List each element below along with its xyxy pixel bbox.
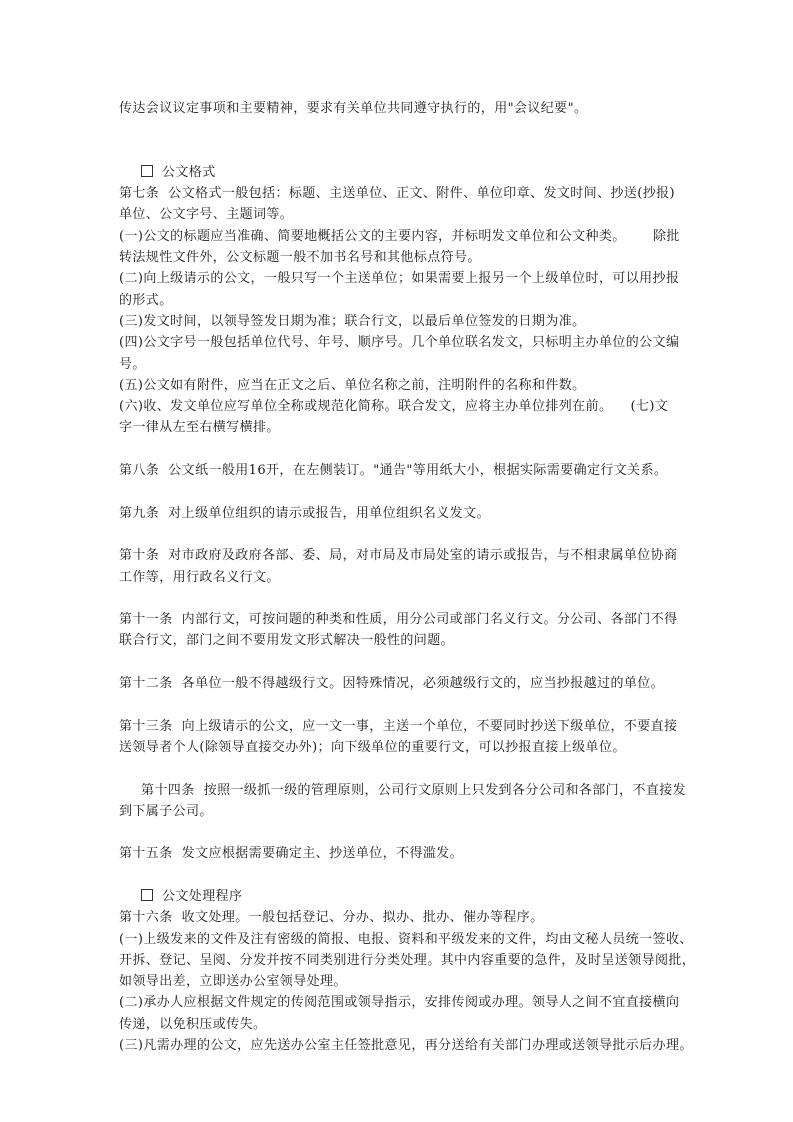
section-heading-process	[119, 886, 677, 907]
blank-line	[119, 865, 677, 886]
article-11-line: 第十一条 内部行文，可按问题的种类和性质，用分公司或部门名义行文。分公司、各部门不得	[119, 612, 678, 628]
checkbox-square-icon	[141, 889, 153, 901]
section-heading-text: 公文格式	[162, 164, 216, 180]
process-item-3-line: (三)凡需办理的公文，应先送办公室主任签批意见，再分送给有关部门办理或送领导批示后办理。	[119, 1038, 693, 1054]
article-7-line: 第七条 公文格式一般包括：标题、主送单位、正文、附件、单位印章、发文时间、抄送(抄报)	[119, 186, 676, 202]
blank-line	[119, 481, 677, 502]
blank-line	[119, 524, 677, 545]
blank-line	[119, 439, 677, 460]
article-15-line: 第十五条 发文应根据需要确定主、抄送单位，不得滥发。	[119, 846, 464, 862]
format-item-3-line: (三)发文时间，以领导签发日期为准；联合行文，以最后单位签发的日期为准。	[119, 313, 586, 329]
format-item-4-line: (四)公文字号一般包括单位代号、年号、顺序号。几个单位联名发文，只标明主办单位的公文编	[119, 335, 680, 351]
article-9-line: 第九条 对上级单位组织的请示或报告，用单位组织名义发文。	[119, 505, 490, 521]
section-heading-format	[119, 162, 677, 183]
article-16-line: 第十六条 收文处理。一般包括登记、分办、拟办、批办、催办等程序。	[119, 910, 544, 926]
article-8-line: 第八条 公文纸一般用16开，在左侧装订。"通告"等用纸大小，根据实际需要确定行文关系。	[119, 463, 668, 479]
article-7-line: 单位、公文字号、主题词等。	[119, 207, 294, 223]
process-item-2-line: (二)承办人应根据文件规定的传阅范围或领导指示，安排传阅或办理。领导人之间不宜直接横向	[119, 995, 680, 1011]
article-13-line: 第十三条 向上级请示的公文，应一文一事，主送一个单位，不要同时抄送下级单位，不要直接	[119, 718, 678, 734]
article-14-line: 到下属子公司。	[119, 803, 213, 819]
blank-line	[119, 652, 677, 673]
article-10-line: 第十条 对市政府及政府各部、委、局，对市局及市局处室的请示或报告，与不相隶属单位协商	[119, 548, 678, 564]
blank-line	[119, 822, 677, 843]
format-item-2-line: (二)向上级请示的公文，一般只写一个主送单位；如果需要上报另一个上级单位时，可以用抄报	[119, 271, 680, 287]
article-14-line: 第十四条 按照一级抓一级的管理原则，公司行文原则上只发到各分公司和各部门，不直接发	[141, 782, 687, 798]
format-item-1-line: 转法规性文件外，公文标题一般不加书名号和其他标点符号。	[119, 250, 481, 266]
format-item-6-line: (六)收、发文单位应写单位全称或规范化简称。联合发文，应将主办单位排列在前。 (七)文	[119, 399, 669, 415]
article-13-line: 送领导者个人(除领导直接交办外)；向下级单位的重要行文，可以抄报直接上级单位。	[119, 739, 626, 755]
process-item-1-line: 如领导出差，立即送办公室领导处理。	[119, 974, 347, 990]
article-10-line: 工作等，用行政名义行文。	[119, 569, 280, 585]
blank-line	[119, 758, 677, 779]
article-12-line: 第十二条 各单位一般不得越级行文。因特殊情况，必须越级行文的，应当抄报越过的单位。	[119, 676, 665, 692]
checkbox-square-icon	[141, 165, 153, 177]
intro-line: 传达会议议定事项和主要精神，要求有关单位共同遵守执行的，用"会议纪要"。	[119, 101, 588, 116]
section-heading-text: 公文处理程序	[162, 888, 243, 904]
article-11-line: 联合行文，部门之间不要用发文形式解决一般性的问题。	[119, 633, 455, 649]
format-item-6-line: 字一律从左至右横写横排。	[119, 420, 280, 436]
format-item-1-line: (一)公文的标题应当准确、简要地概括公文的主要内容，并标明发文单位和公文种类。 除批	[119, 228, 680, 244]
document-page	[119, 98, 696, 1056]
process-item-2-line: 传递，以免积压或传失。	[119, 1016, 267, 1032]
format-item-5-line: (五)公文如有附件，应当在正文之后、单位名称之前，注明附件的名称和件数。	[119, 377, 586, 393]
process-item-1-line: 开拆、登记、呈阅、分发并按不同类别进行分类处理。其中内容重要的急件，及时呈送领导阅批，	[119, 952, 696, 968]
process-item-1-line: (一)上级发来的文件及注有密级的简报、电报、资料和平级发来的文件，均由文秘人员统一签收、	[119, 931, 693, 947]
blank-line	[119, 141, 677, 162]
blank-line	[119, 694, 677, 715]
blank-line	[119, 588, 677, 609]
format-item-4-line: 号。	[119, 356, 146, 372]
blank-line	[119, 119, 677, 140]
format-item-2-line: 的形式。	[119, 292, 173, 308]
